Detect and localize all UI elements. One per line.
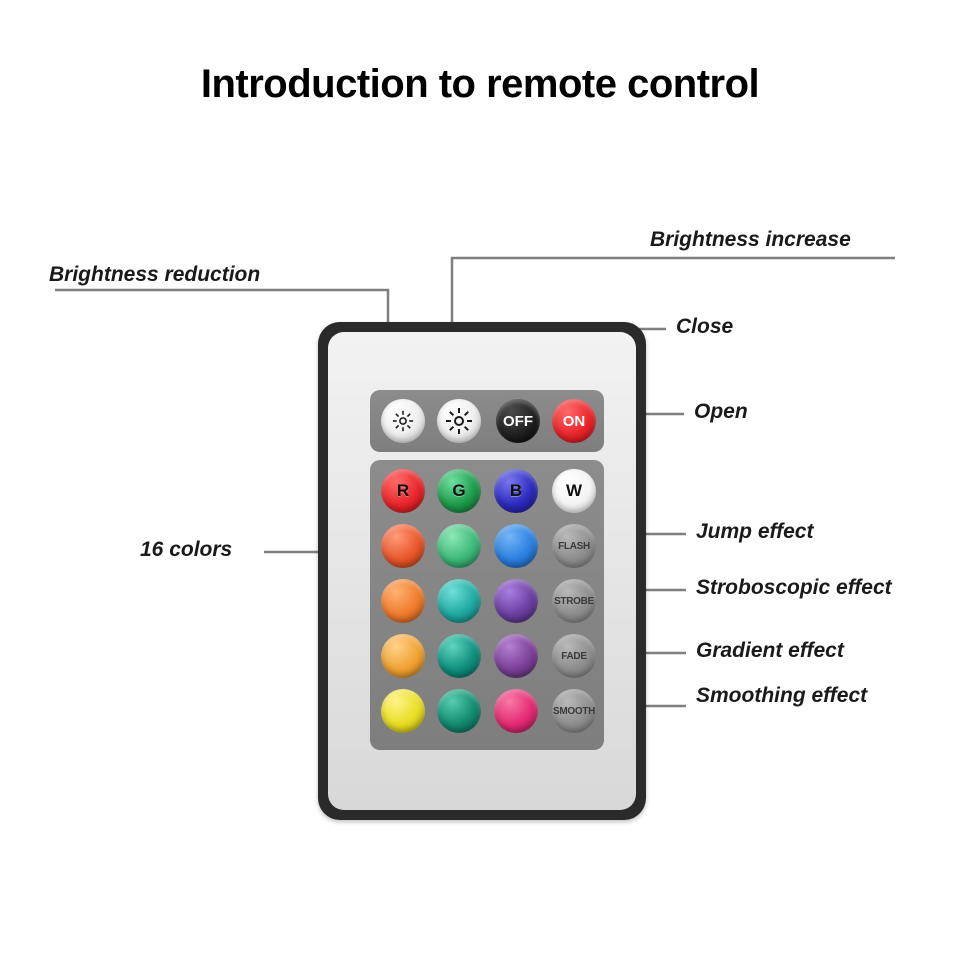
color-button-pink[interactable] [494, 689, 538, 733]
flash-button[interactable]: FLASH [552, 524, 596, 568]
color-button-teal[interactable] [437, 579, 481, 623]
color-button-label: W [565, 481, 583, 500]
label-smoothing-effect: Smoothing effect [696, 684, 868, 707]
sun-icon [446, 408, 472, 434]
color-button-amber[interactable] [381, 634, 425, 678]
label-jump-effect: Jump effect [696, 520, 814, 543]
label-brightness-increase: Brightness increase [650, 228, 851, 251]
brightness-up-button[interactable] [437, 399, 481, 443]
remote-control [318, 322, 646, 820]
color-button-blue[interactable] [494, 469, 538, 513]
page-title: Introduction to remote control [200, 62, 760, 106]
label-open: Open [694, 400, 748, 423]
smooth-button[interactable]: SMOOTH [552, 689, 596, 733]
color-button-orange[interactable] [381, 579, 425, 623]
fade-button[interactable]: FADE [552, 634, 596, 678]
label-stroboscopic-effect: Stroboscopic effect [696, 576, 892, 599]
brightness-down-button[interactable] [381, 399, 425, 443]
color-button-label: B [509, 481, 523, 500]
off-button[interactable]: OFF [496, 399, 540, 443]
on-button[interactable]: ON [552, 399, 596, 443]
color-button-purple[interactable] [494, 579, 538, 623]
color-button-green[interactable] [437, 469, 481, 513]
color-button-yellow[interactable] [381, 689, 425, 733]
label-16-colors: 16 colors [140, 538, 233, 561]
remote-face [328, 332, 636, 810]
color-button-label: G [452, 481, 466, 500]
color-button-label: R [396, 481, 410, 500]
color-button-white[interactable] [552, 469, 596, 513]
strobe-button[interactable]: STROBE [552, 579, 596, 623]
color-button-light-green[interactable] [437, 524, 481, 568]
color-button-emerald[interactable] [437, 689, 481, 733]
color-button-light-blue[interactable] [494, 524, 538, 568]
color-button-violet[interactable] [494, 634, 538, 678]
label-close: Close [676, 315, 734, 338]
color-button-red[interactable] [381, 469, 425, 513]
sun-small-icon [393, 411, 413, 431]
color-button-sea-green[interactable] [437, 634, 481, 678]
color-button-orange-red[interactable] [381, 524, 425, 568]
label-brightness-reduction: Brightness reduction [49, 263, 261, 286]
label-gradient-effect: Gradient effect [696, 639, 844, 662]
